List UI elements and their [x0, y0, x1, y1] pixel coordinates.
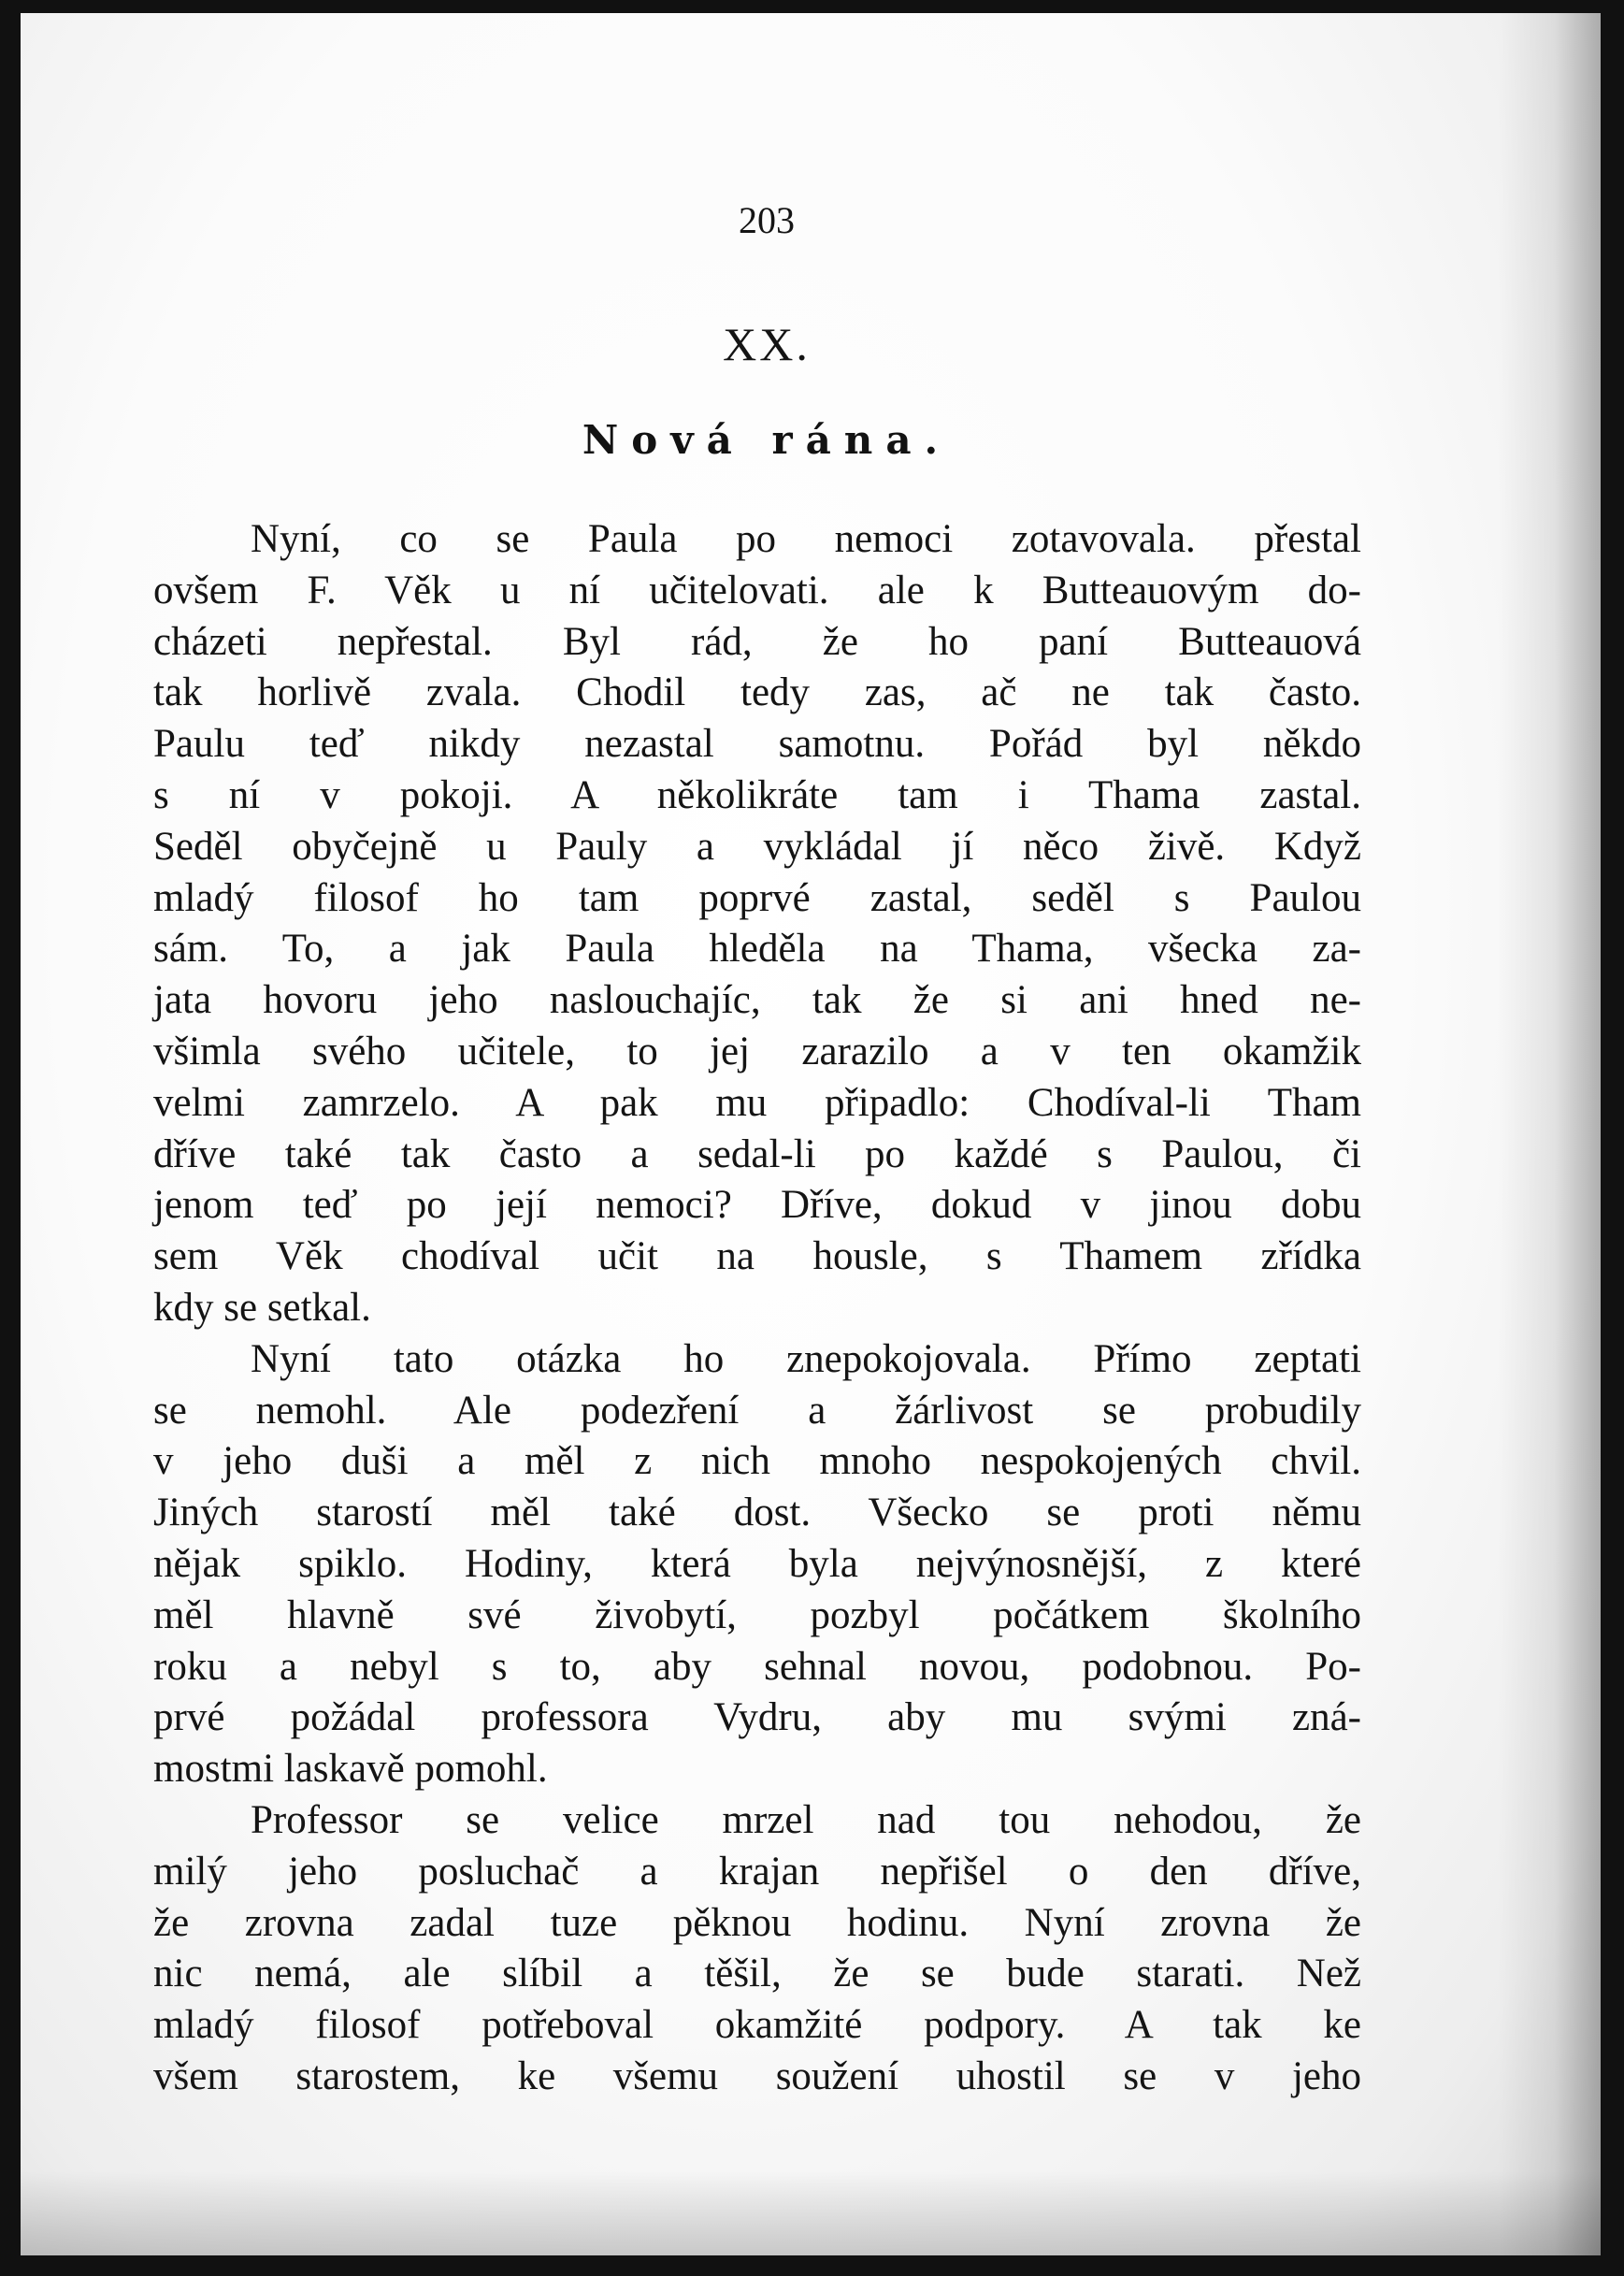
chapter-number: XX.: [723, 318, 811, 370]
text-line: nějak spiklo. Hodiny, která byla nejvýnosnější, z které: [153, 1541, 1361, 1586]
chapter-title: Nová rána.: [582, 417, 952, 463]
text-line: cházeti nepřestal. Byl rád, že ho paní Butteauová: [153, 619, 1361, 664]
text-line: kdy se setkal.: [153, 1285, 371, 1330]
text-line: všimla svého učitele, to jej zarazilo a v ten okamžik: [153, 1029, 1361, 1073]
text-line: jenom teď po její nemoci? Dříve, dokud v jinou dobu: [153, 1183, 1361, 1228]
text-line: tak horlivě zvala. Chodil tedy zas, ač ne tak často.: [153, 670, 1361, 715]
text-line: velmi zamrzelo. A pak mu připadlo: Chodíval-li Tham: [153, 1080, 1361, 1125]
text-line: že zrovna zadal tuze pěknou hodinu. Nyní zrovna že: [153, 1900, 1361, 1945]
body-text: [153, 514, 1361, 2103]
text-line: Nyní, co se Paula po nemoci zotavovala. přestal: [251, 517, 1361, 561]
text-line: Professor se velice mrzel nad tou nehodou, že: [251, 1797, 1361, 1842]
text-line: nic nemá, ale slíbil a těšil, že se bude starati. Než: [153, 1952, 1361, 1996]
text-line: Paulu teď nikdy nezastal samotnu. Pořád byl někdo: [153, 722, 1361, 767]
text-line: všem starostem, ke všemu soužení uhostil se v jeho: [153, 2053, 1361, 2098]
text-line: Jiných starostí měl také dost. Všecko se proti němu: [153, 1491, 1361, 1535]
text-line: ovšem F. Věk u ní učitelovati. ale k Butteauovým do-: [153, 568, 1361, 612]
text-line: mladý filosof potřeboval okamžité podpory. A tak ke: [153, 2003, 1361, 2048]
page-number: 203: [739, 199, 795, 241]
text-line: se nemohl. Ale podezření a žárlivost se probudily: [153, 1388, 1361, 1433]
text-line: milý jeho posluchač a krajan nepřišel o den dříve,: [153, 1849, 1361, 1894]
text-line: Seděl obyčejně u Pauly a vykládal jí něco živě. Když: [153, 824, 1361, 869]
text-line: v jeho duši a měl z nich mnoho nespokojených chvil.: [153, 1439, 1361, 1484]
text-line: roku a nebyl s to, aby sehnal novou, podobnou. Po-: [153, 1644, 1361, 1689]
text-line: dříve také tak často a sedal-li po každé s Paulou, či: [153, 1131, 1361, 1176]
text-line: sám. To, a jak Paula hleděla na Thama, všecka za-: [153, 927, 1361, 972]
text-line: s ní v pokoji. A několikráte tam i Thama zastal.: [153, 772, 1361, 817]
text-line: mladý filosof ho tam poprvé zastal, seděl s Paulou: [153, 875, 1361, 920]
book-page: [21, 13, 1601, 2255]
text-line: sem Věk chodíval učit na housle, s Thamem zřídka: [153, 1234, 1361, 1279]
text-line: jata hovoru jeho naslouchajíc, tak že si ani hned ne-: [153, 978, 1361, 1023]
text-line: měl hlavně své živobytí, pozbyl počátkem školního: [153, 1592, 1361, 1637]
text-line: Nyní tato otázka ho znepokojovala. Přímo zeptati: [251, 1336, 1361, 1381]
text-line: mostmi laskavě pomohl.: [153, 1747, 548, 1792]
text-line: prvé požádal professora Vydru, aby mu svými zná-: [153, 1695, 1361, 1740]
